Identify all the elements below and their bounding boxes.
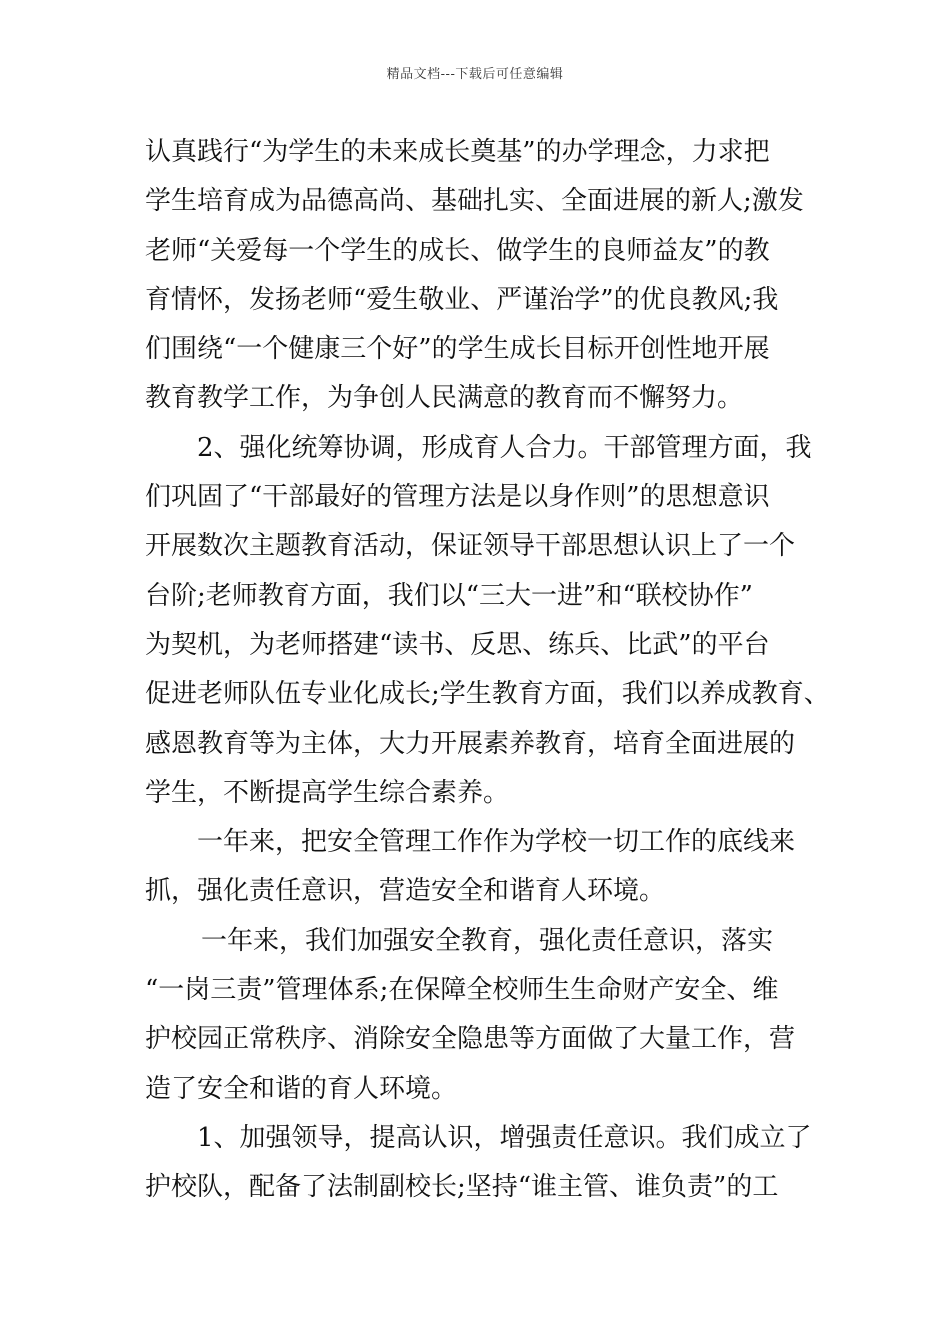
text-line: 教育教学工作，为争创人民满意的教育而不懈努力。 xyxy=(145,383,744,414)
text-line: 造了安全和谐的育人环境。 xyxy=(145,1073,458,1104)
text-line: 们巩固了“干部最好的管理方法是以身作则”的思想意识 xyxy=(145,482,770,513)
text-line: “一岗三责”管理体系;在保障全校师生生命财产安全、维 xyxy=(145,975,779,1006)
text-line: 促进老师队伍专业化成长;学生教育方面，我们以养成教育、 xyxy=(145,679,830,710)
text-line: 感恩教育等为主体，大力开展素养教育，培育全面进展的 xyxy=(145,728,796,759)
document-body xyxy=(145,128,835,1213)
paragraph-start-line: 一年来，把安全管理工作作为学校一切工作的底线来 xyxy=(197,827,796,858)
paragraph-start-line: 2、强化统筹协调，形成育人合力。干部管理方面，我 xyxy=(197,432,812,463)
text-line: 抓，强化责任意识，营造安全和谐育人环境。 xyxy=(145,876,666,907)
page-header: 精品文档---下载后可任意编辑 xyxy=(386,67,564,82)
text-line: 台阶;老师教育方面，我们以“三大一进”和“联校协作” xyxy=(145,580,753,611)
text-line: 开展数次主题教育活动，保证领导干部思想认识上了一个 xyxy=(145,531,796,562)
text-line: 认真践行“为学生的未来成长奠基”的办学理念，力求把 xyxy=(145,137,770,167)
text-line: 学生，不断提高学生综合素养。 xyxy=(145,777,510,808)
text-line: 护校园正常秩序、消除安全隐患等方面做了大量工作，营 xyxy=(145,1024,796,1055)
paragraph-start-line: 1、加强领导，提高认识，增强责任意识。我们成立了 xyxy=(197,1122,812,1153)
text-line: 为契机，为老师搭建“读书、反思、练兵、比武”的平台 xyxy=(145,629,770,660)
text-line: 护校队，配备了法制副校长;坚持“谁主管、谁负责”的工 xyxy=(145,1172,779,1203)
text-line: 老师“关爱每一个学生的成长、做学生的良师益友”的教 xyxy=(145,235,770,266)
text-line: 们围绕“一个健康三个好”的学生成长目标开创性地开展 xyxy=(145,334,770,365)
text-line: 学生培育成为品德高尚、基础扎实、全面进展的新人;激发 xyxy=(145,186,804,217)
text-line: 育情怀，发扬老师“爱生敬业、严谨治学”的优良教风;我 xyxy=(145,284,779,315)
paragraph-start-line: 一年来，我们加强安全教育，强化责任意识，落实 xyxy=(201,925,774,956)
